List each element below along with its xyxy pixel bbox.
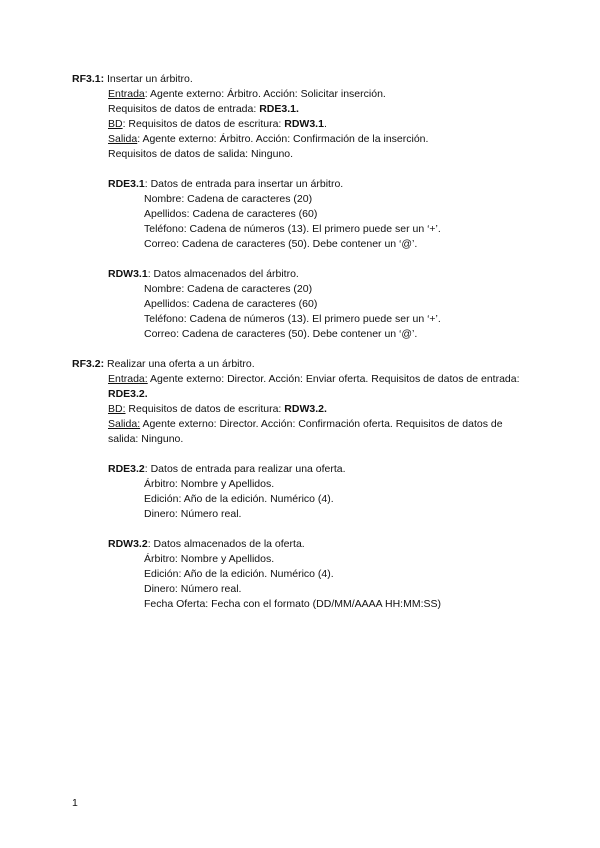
document-body [72,72,532,612]
rf32-bd-text: Requisitos de datos de escritura: [125,403,285,415]
rf32-bd-label: BD: [108,403,126,415]
rf32-salida-label: Salida: [108,418,141,430]
rde32-heading [72,462,532,477]
rf31-salida-label: Salida [108,133,138,145]
rf31-bd-label: BD [108,118,123,130]
rf31-text: Insertar un árbitro. [104,73,193,85]
rdw31-field: Nombre: Cadena de caracteres (20) [144,283,313,295]
rdw31-id: RDW3.1 [108,268,148,280]
rdw31-field: Apellidos: Cadena de caracteres (60) [144,298,318,310]
rde31-id: RDE3.1 [108,178,145,190]
rdw31-field: Teléfono: Cadena de números (13). El primero puede ser un ‘+’. [144,313,441,325]
rf32-bd-ref: RDW3.2. [284,403,327,415]
rf31-id: RF3.1: [72,73,105,85]
rdw32-field: Fecha Oferta: Fecha con el formato (DD/MM/AAAA HH:MM:SS) [144,598,441,610]
rf32-salida-text: Agente externo: Director. Acción: Confirmación oferta. Requisitos de datos de salida: Ninguno. [108,418,503,445]
rde31-field: Apellidos: Cadena de caracteres (60) [144,208,318,220]
rde32-id: RDE3.2 [108,463,145,475]
rf31-req-salida: Requisitos de datos de salida: Ninguno. [108,148,294,160]
rde32-field: Dinero: Número real. [144,508,242,520]
rde31-title: : Datos de entrada para insertar un árbitro. [144,178,344,190]
rde31-field: Correo: Cadena de caracteres (50). Debe contener un ‘@’. [144,238,418,250]
rf31-bd-end: . [323,118,327,130]
rdw31-title: : Datos almacenados del árbitro. [147,268,299,280]
rf32-entrada [72,372,532,402]
rf31-bd-text: : Requisitos de datos de escritura: [122,118,285,130]
rdw32-title: : Datos almacenados de la oferta. [147,538,305,550]
rde32-field: Edición: Año de la edición. Numérico (4). [144,493,334,505]
rf31-salida [72,132,532,147]
rf31-salida-text: : Agente externo: Árbitro. Acción: Confirmación de la inserción. [137,133,429,145]
rf31-bd [72,117,532,132]
rdw31-field: Correo: Cadena de caracteres (50). Debe contener un ‘@’. [144,328,418,340]
rdw31-heading [72,267,532,282]
rde31-field: Nombre: Cadena de caracteres (20) [144,193,313,205]
rf31-req-entrada-text: Requisitos de datos de entrada: [108,103,260,115]
rdw32-heading [72,537,532,552]
rf32-salida [72,417,532,447]
rdw32-field: Edición: Año de la edición. Numérico (4). [144,568,334,580]
rdw32-field: Árbitro: Nombre y Apellidos. [144,553,275,565]
rf31-bd-ref: RDW3.1 [284,118,324,130]
rde32-title: : Datos de entrada para realizar una oferta. [144,463,346,475]
rf31-entrada-label: Entrada [108,88,145,100]
rf32-id: RF3.2: [72,358,105,370]
rdw32-field: Dinero: Número real. [144,583,242,595]
rf32-entrada-ref: RDE3.2. [108,388,148,400]
rf31-entrada [72,87,532,102]
rde31-heading [72,177,532,192]
rf31-req-entrada [72,102,532,117]
page-number: 1 [72,797,78,809]
rf31-entrada-text: : Agente externo: Árbitro. Acción: Solicitar inserción. [144,88,386,100]
rdw32-id: RDW3.2 [108,538,148,550]
rde32-field: Árbitro: Nombre y Apellidos. [144,478,275,490]
rf32-entrada-label: Entrada: [108,373,148,385]
rf31-heading [72,72,532,87]
rf32-bd [72,402,532,417]
rde31-field: Teléfono: Cadena de números (13). El primero puede ser un ‘+’. [144,223,441,235]
rf32-heading [72,357,532,372]
rf32-entrada-text: Agente externo: Director. Acción: Enviar oferta. Requisitos de datos de entrada: [147,373,520,385]
rf32-text: Realizar una oferta a un árbitro. [104,358,255,370]
rf31-req-entrada-ref: RDE3.1. [259,103,299,115]
